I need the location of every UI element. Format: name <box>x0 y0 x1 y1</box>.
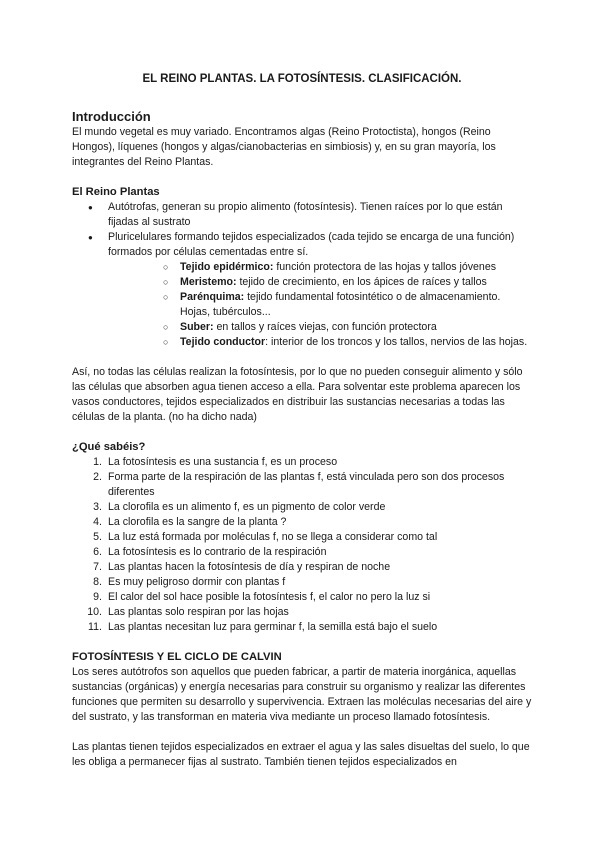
quiz-text: La clorofila es la sangre de la planta ? <box>108 516 287 528</box>
bullet-item <box>72 200 532 230</box>
tejido-term: Suber: <box>180 321 214 333</box>
tejido-item <box>108 275 532 290</box>
page-title: EL REINO PLANTAS. LA FOTOSÍNTESIS. CLASIFICACIÓN. <box>142 73 462 85</box>
quiz-number: 2. <box>93 471 102 483</box>
tejido-item <box>108 260 532 275</box>
tejido-term: Meristemo: <box>180 276 237 288</box>
tejido-item <box>108 290 532 320</box>
quiz-item <box>72 470 532 500</box>
bullet-item <box>72 230 532 350</box>
quiz-text: Las plantas solo respiran por las hojas <box>108 606 289 618</box>
quiz-number: 8. <box>93 576 102 588</box>
intro-heading: Introducción <box>72 109 151 124</box>
calvin-paragraph-2: Las plantas tienen tejidos especializados en extraer el agua y las sales disueltas del suelo, lo que les obliga a permanecer fijas al sustrato. También tienen tejidos especializados en <box>72 741 530 768</box>
document-page <box>72 72 532 770</box>
quiz-item <box>72 545 532 560</box>
quiz-text: Forma parte de la respiración de las plantas f, está vinculada pero son dos procesos diferentes <box>108 471 505 498</box>
quiz-item <box>72 605 532 620</box>
quiz-number: 5. <box>93 531 102 543</box>
quiz-heading: ¿Qué sabéis? <box>72 441 146 453</box>
quiz-list <box>72 455 532 635</box>
quiz-number: 9. <box>93 591 102 603</box>
tejido-term: Tejido epidérmico: <box>180 261 274 273</box>
reino-paragraph: Así, no todas las células realizan la fotosíntesis, por lo que no pueden conseguir alimento y sólo las células que absorben agua tienen acceso a ella. Para solventar este problema aparecen los vasos conductores, tejidos especializados en distribuir las sustancias necesarias a todas las células de la planta. (no ha dicho nada) <box>72 366 523 423</box>
quiz-number: 6. <box>93 546 102 558</box>
quiz-text: Las plantas necesitan luz para germinar f, la semilla está bajo el suelo <box>108 621 438 633</box>
quiz-text: La luz está formada por moléculas f, no se llega a considerar como tal <box>108 531 438 543</box>
tejido-term: Tejido conductor <box>180 336 266 348</box>
bullet-text: Pluricelulares formando tejidos especializados (cada tejido se encarga de una función) formados por células cementadas entre sí. <box>108 231 515 258</box>
quiz-item <box>72 590 532 605</box>
tejido-term: Parénquima: <box>180 291 245 303</box>
quiz-item <box>72 575 532 590</box>
quiz-text: La clorofila es un alimento f, es un pigmento de color verde <box>108 501 386 513</box>
tejido-desc: función protectora de las hojas y tallos jóvenes <box>273 261 497 273</box>
tejido-item <box>108 320 532 335</box>
quiz-item <box>72 500 532 515</box>
quiz-item <box>72 560 532 575</box>
calvin-paragraph-1: Los seres autótrofos son aquellos que pueden fabricar, a partir de materia inorgánica, aquellas sustancias (orgánicas) y energía necesarias para construir su organismo y realizar las diferentes funciones que permiten su desarrollo y supervivencia. Extraen las moléculas necesarias del aire y del sustrato, y las transforman en materia viva mediante un proceso llamado fotosíntesis. <box>72 666 532 723</box>
quiz-text: El calor del sol hace posible la fotosíntesis f, el calor no pero la luz si <box>108 591 431 603</box>
quiz-text: Es muy peligroso dormir con plantas f <box>108 576 286 588</box>
quiz-number: 3. <box>93 501 102 513</box>
calvin-heading: FOTOSÍNTESIS Y EL CICLO DE CALVIN <box>72 651 282 663</box>
quiz-item <box>72 455 532 470</box>
reino-heading: El Reino Plantas <box>72 186 160 198</box>
tejido-desc: tejido fundamental fotosintético o de almacenamiento. Hojas, tubérculos... <box>180 291 501 318</box>
bullet-text: Autótrofas, generan su propio alimento (fotosíntesis). Tienen raíces por lo que están fijadas al sustrato <box>108 201 503 228</box>
quiz-item <box>72 530 532 545</box>
tejido-desc: : interior de los troncos y los tallos, nervios de las hojas. <box>265 336 528 348</box>
quiz-text: Las plantas hacen la fotosíntesis de día y respiran de noche <box>108 561 391 573</box>
reino-bullet-list <box>72 200 532 350</box>
quiz-number: 7. <box>93 561 102 573</box>
quiz-text: La fotosíntesis es una sustancia f, es un proceso <box>108 456 338 468</box>
tejido-desc: tejido de crecimiento, en los ápices de raíces y tallos <box>236 276 487 288</box>
quiz-number: 4. <box>93 516 102 528</box>
quiz-number: 10. <box>87 606 102 618</box>
quiz-number: 1. <box>93 456 102 468</box>
intro-paragraph: El mundo vegetal es muy variado. Encontramos algas (Reino Protoctista), hongos (Reino Hongos), líquenes (hongos y algas/cianobacterias en simbiosis) y, en su gran mayoría, los integrantes del Reino Plantas. <box>72 126 496 168</box>
tejido-item <box>108 335 532 350</box>
quiz-number: 11. <box>88 621 102 633</box>
quiz-text: La fotosíntesis es lo contrario de la respiración <box>108 546 327 558</box>
quiz-item <box>72 620 532 635</box>
tejido-desc: en tallos y raíces viejas, con función protectora <box>213 321 437 333</box>
quiz-item <box>72 515 532 530</box>
tejidos-list <box>108 260 532 350</box>
